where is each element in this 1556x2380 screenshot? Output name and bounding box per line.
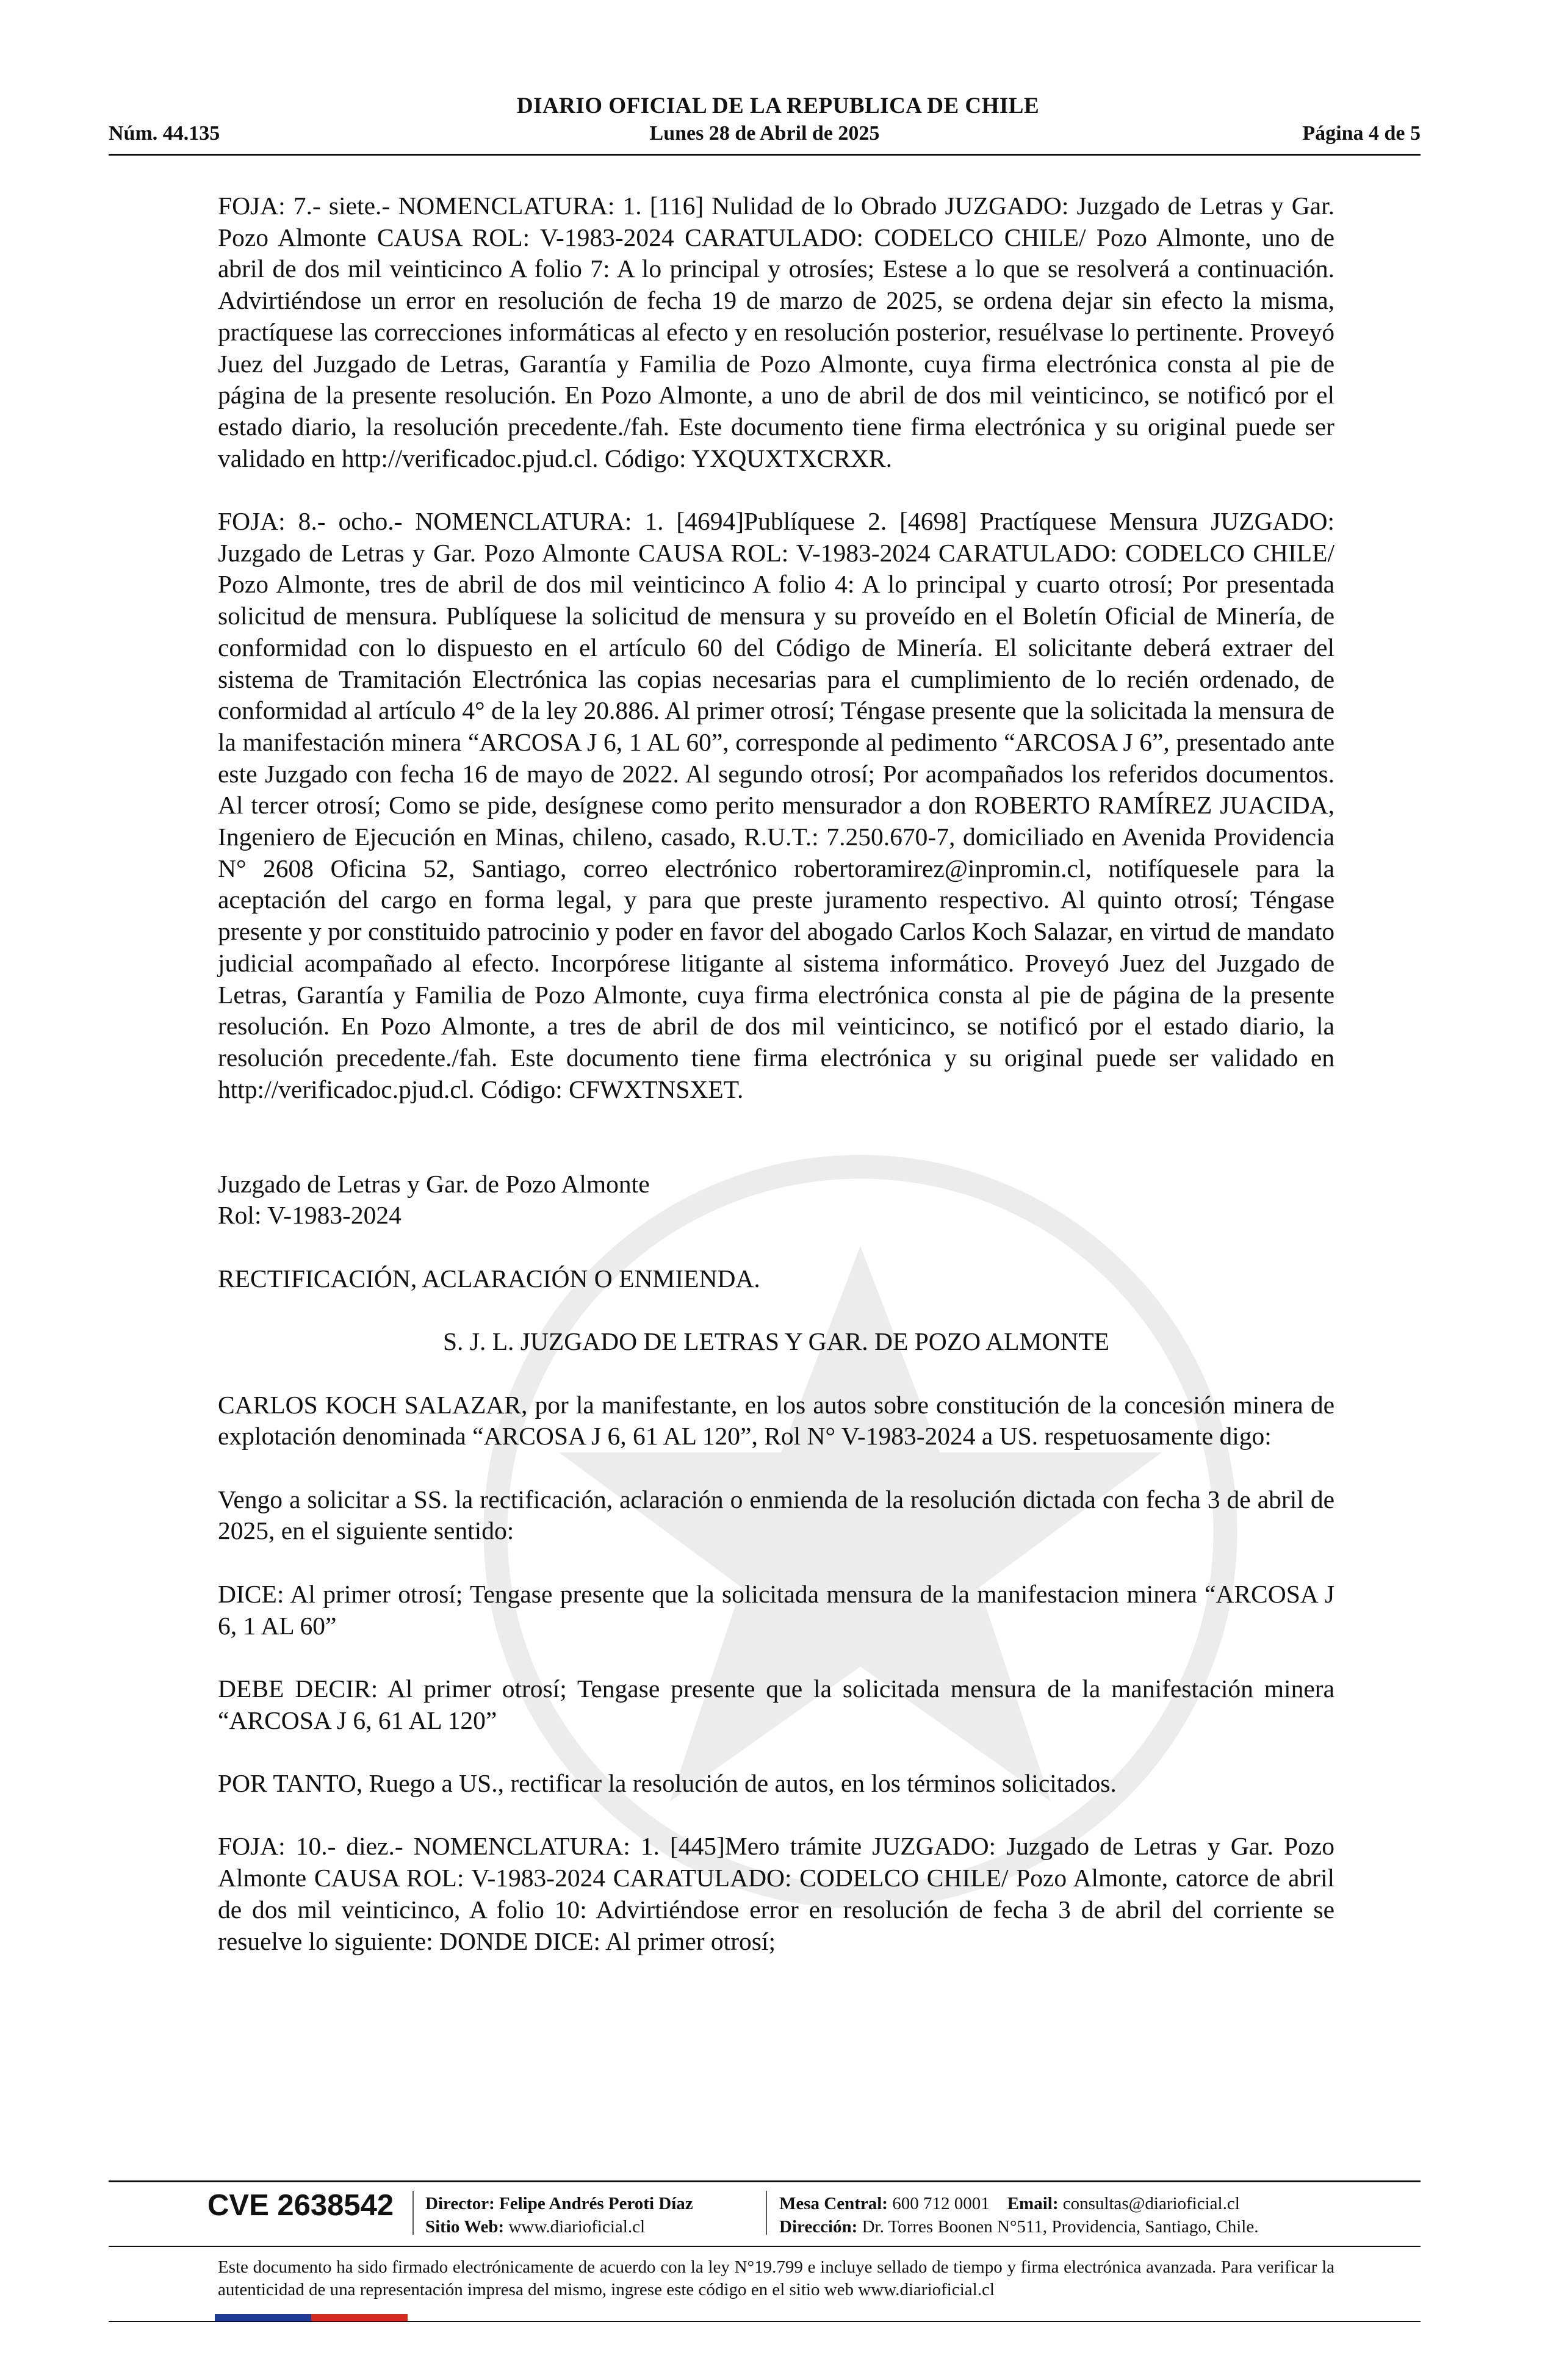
- address-label: Dirección:: [779, 2217, 858, 2237]
- phone-number: 600 712 0001: [892, 2194, 990, 2213]
- rectification-heading: RECTIFICACIÓN, ACLARACIÓN O ENMIENDA.: [218, 1264, 760, 1293]
- flag-blue-segment: [215, 2314, 311, 2321]
- email-address[interactable]: consultas@diarioficial.cl: [1062, 2194, 1240, 2213]
- foja-8-paragraph: FOJA: 8.- ocho.- NOMENCLATURA: 1. [4694]Publíquese 2. [4698] Practíquese Mensura JUZGADO: Juzgado de Letras y Gar. Pozo Almonte CAUSA ROL: V-1983-2024 CARATULADO: CODELCO CHILE/ Pozo Almonte, tres de abril de dos mil veinticinco A folio 4: A lo principal y cuarto otrosí; Por presentada solicitud de mensura. Publíquese la solicitud de mensura y su proveído en el Boletín Oficial de Minería, de conformidad con lo dispuesto en el artículo 60 del Código de Minería. El solicitante deberá extraer del sistema de Tramitación Electrónica las copias necesarias para el cumplimiento de lo recién ordenado, de conformidad al artículo 4° de la ley 20.886. Al primer otrosí; Téngase presente que la solicitada la mensura de la manifestación minera “ARCOSA J 6, 1 AL 60”, corresponde al pedimento “ARCOSA J 6”, presentado ante este Juzgado con fecha 16 de mayo de 2022. Al segundo otrosí; Por acompañados los referidos documentos. Al tercer otrosí; Como se pide, desígnese como perito mensurador a don ROBERTO RAMÍREZ JUACIDA, Ingeniero de Ejecución en Minas, chileno, casado, R.U.T.: 7.250.670-7, domiciliado en Avenida Providencia N° 2608 Oficina 52, Santiago, correo electrónico robertoramirez@inpromin.cl, notifíquesele para la aceptación del cargo en forma legal, y para que preste juramento respectivo. Al quinto otrosí; Téngase presente y por constituido patrocinio y poder en favor del abogado Carlos Koch Salazar, en virtud de mandato judicial acompañado al efecto. Incorpórese litigante al sistema informático. Proveyó Juez del Juzgado de Letras, Garantía y Familia de Pozo Almonte, cuya firma electrónica consta al pie de página de la presente resolución. En Pozo Almonte, a tres de abril de dos mil veinticinco, se notificó por el estado diario, la resolución precedente./fah. Este documento tiene firma electrónica y su original puede ser validado en http://verificadoc.pjud.cl. Código: CFWXTNSXET.: [218, 507, 1334, 1103]
- footer-director-block: [425, 2192, 693, 2238]
- signature-note: Este documento ha sido firmado electrónicamente de acuerdo con la ley N°19.799 e incluye sellado de tiempo y firma electrónica avanzada. Para verificar la autenticidad de una representación impresa del mismo, ingrese este código en el sitio web www.diarioficial.cl: [218, 2257, 1334, 2299]
- footer-contact-block: [779, 2192, 1258, 2238]
- website-link[interactable]: www.diarioficial.cl: [508, 2217, 646, 2237]
- page-indicator: Página 4 de 5: [1302, 122, 1421, 145]
- footer-divider-bottom: [109, 2321, 1421, 2322]
- court-name: Juzgado de Letras y Gar. de Pozo Almonte: [218, 1169, 650, 1198]
- flag-red-segment: [311, 2314, 408, 2321]
- dice-statement: DICE: Al primer otrosí; Tengase presente que la solicitada mensura de la manifestacion minera “ARCOSA J 6, 1 AL 60”: [218, 1579, 1334, 1640]
- footer-divider-middle: [109, 2246, 1421, 2247]
- court-rol: Rol: V-1983-2024: [218, 1201, 402, 1230]
- debe-decir-statement: DEBE DECIR: Al primer otrosí; Tengase presente que la solicitada mensura de la manifestación minera “ARCOSA J 6, 61 AL 120”: [218, 1674, 1334, 1734]
- issue-number: Núm. 44.135: [109, 122, 220, 145]
- director-name: Felipe Andrés Peroti Díaz: [499, 2194, 693, 2213]
- footer-separator: [766, 2191, 767, 2235]
- court-block: [218, 1169, 1334, 1231]
- footer-separator: [412, 2191, 414, 2235]
- por-tanto-statement: POR TANTO, Ruego a US., rectificar la resolución de autos, en los términos solicitados.: [218, 1769, 1117, 1797]
- header-divider: [109, 154, 1421, 156]
- addressee-line: S. J. L. JUZGADO DE LETRAS Y GAR. DE POZO ALMONTE: [442, 1327, 1110, 1356]
- rectification-request: Vengo a solicitar a SS. la rectificación, aclaración o enmienda de la resolución dictada con fecha 3 de abril de 2025, en el siguiente sentido:: [218, 1485, 1334, 1545]
- footer-divider-top: [109, 2180, 1421, 2182]
- section-spacer: [218, 1137, 1334, 1169]
- director-label: Director:: [425, 2194, 495, 2213]
- header-row: [109, 122, 1421, 150]
- rectification-intro: CARLOS KOCH SALAZAR, por la manifestante, en los autos sobre constitución de la concesión minera de explotación denominada “ARCOSA J 6, 61 AL 120”, Rol N° V-1983-2024 a US. respetuosamente digo:: [218, 1390, 1334, 1451]
- address-text: Dr. Torres Boonen N°511, Providencia, Santiago, Chile.: [862, 2217, 1259, 2237]
- document-body: [218, 190, 1334, 1989]
- website-label: Sitio Web:: [425, 2217, 505, 2237]
- cve-code: CVE 2638542: [207, 2189, 394, 2222]
- issue-date: Lunes 28 de Abril de 2025: [649, 122, 880, 145]
- phone-label: Mesa Central:: [779, 2194, 888, 2213]
- newspaper-title: DIARIO OFICIAL DE LA REPUBLICA DE CHILE: [516, 93, 1040, 118]
- email-label: Email:: [1007, 2194, 1059, 2213]
- chile-flag-stripe: [215, 2314, 408, 2321]
- foja-10-paragraph: FOJA: 10.- diez.- NOMENCLATURA: 1. [445]Mero trámite JUZGADO: Juzgado de Letras y Gar. Pozo Almonte CAUSA ROL: V-1983-2024 CARATULADO: CODELCO CHILE/ Pozo Almonte, catorce de abril de dos mil veinticinco, A folio 10: Advirtiéndose error en resolución de fecha 3 de abril del corriente se resuelve lo siguiente: DONDE DICE: Al primer otrosí;: [218, 1832, 1334, 1955]
- foja-7-paragraph: FOJA: 7.- siete.- NOMENCLATURA: 1. [116] Nulidad de lo Obrado JUZGADO: Juzgado de Letras y Gar. Pozo Almonte CAUSA ROL: V-1983-2024 CARATULADO: CODELCO CHILE/ Pozo Almonte, uno de abril de dos mil veinticinco A folio 7: A lo principal y otrosíes; Estese a lo que se resolverá a continuación. Advirtiéndose un error en resolución de fecha 19 de marzo de 2025, se ordena dejar sin efecto la misma, practíquese las correcciones informáticas al efecto y en resolución posterior, resuélvase lo pertinente. Proveyó Juez del Juzgado de Letras, Garantía y Familia de Pozo Almonte, cuya firma electrónica consta al pie de página de la presente resolución. En Pozo Almonte, a uno de abril de dos mil veinticinco, se notificó por el estado diario, la resolución precedente./fah. Este documento tiene firma electrónica y su original puede ser validado en http://verificadoc.pjud.cl. Código: YXQUXTXCRXR.: [218, 192, 1334, 472]
